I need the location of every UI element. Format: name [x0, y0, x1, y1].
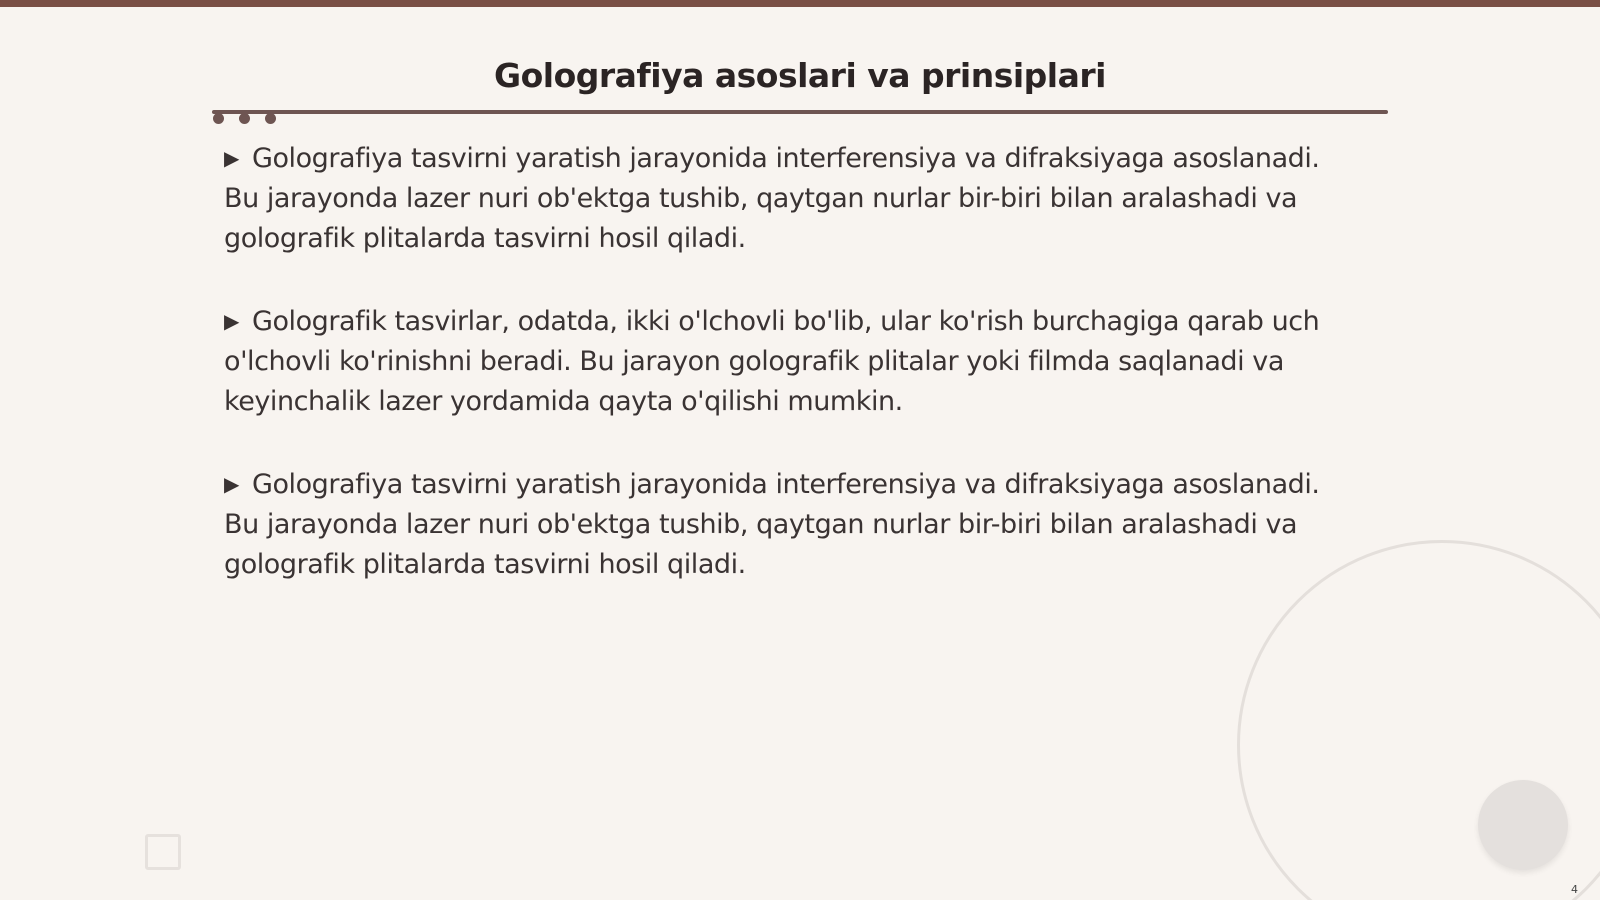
bullet-text: Golografiya tasvirni yaratish jarayonida interferensiya va difraksiyaga asoslanadi. Bu jarayonda lazer nuri ob'ektga tushib, qaytgan nurlar bir-biri bilan aralashadi va golografik plitalarda tasvirni hosil qiladi.: [224, 143, 1320, 254]
decorative-square: [145, 834, 181, 870]
decorative-circle: [1478, 780, 1568, 870]
title-underline: [212, 110, 1388, 114]
triangle-bullet-icon: ▶: [224, 146, 239, 170]
triangle-bullet-icon: ▶: [224, 472, 239, 496]
bullet-item: [224, 138, 1359, 259]
top-accent-bar: [0, 0, 1600, 7]
slide-title: Golografiya asoslari va prinsiplari: [494, 56, 1106, 95]
decorative-dot: [265, 113, 276, 124]
bullet-list: [224, 138, 1359, 627]
page-number: 4: [1571, 883, 1578, 896]
bullet-text: Golografik tasvirlar, odatda, ikki o'lchovli bo'lib, ular ko'rish burchagiga qarab uch o'lchovli ko'rinishni beradi. Bu jarayon golografik plitalar yoki filmda saqlanadi va keyinchalik lazer yordamida qayta o'qilishi mumkin.: [224, 306, 1320, 417]
bullet-text: Golografiya tasvirni yaratish jarayonida interferensiya va difraksiyaga asoslanadi. Bu jarayonda lazer nuri ob'ektga tushib, qaytgan nurlar bir-biri bilan aralashadi va golografik plitalarda tasvirni hosil qiladi.: [224, 469, 1320, 580]
bullet-item: [224, 464, 1359, 585]
triangle-bullet-icon: ▶: [224, 309, 239, 333]
decorative-dot: [213, 113, 224, 124]
decorative-dot: [239, 113, 250, 124]
bullet-item: [224, 301, 1359, 422]
